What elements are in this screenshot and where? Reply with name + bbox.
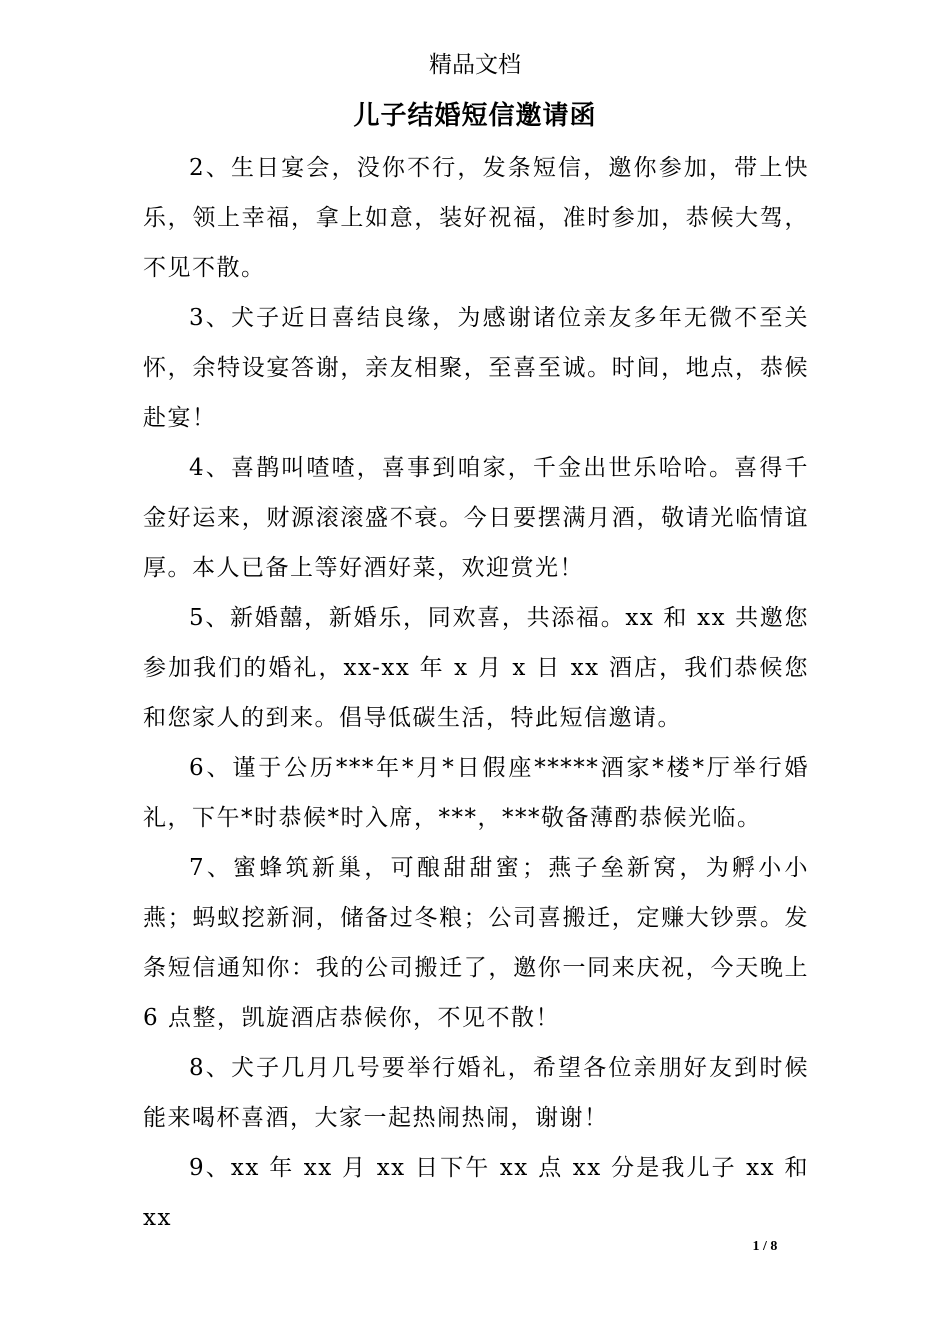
paragraph-5: 5、新婚囍，新婚乐，同欢喜，共添福。xx 和 xx 共邀您参加我们的婚礼，xx-xx 年 x 月 x 日 xx 酒店，我们恭候您和您家人的到来。倡导低碳生活，特此短信邀请。 bbox=[143, 605, 809, 731]
paragraph-6: 6、谨于公历***年*月*日假座*****酒家*楼*厅举行婚礼，下午*时恭候*时入席，***，***敬备薄酌恭候光临。 bbox=[143, 755, 809, 831]
paragraph-7: 7、蜜蜂筑新巢，可酿甜甜蜜；燕子垒新窝，为孵小小燕；蚂蚁挖新洞，储备过冬粮；公司喜搬迁，定赚大钞票。发条短信通知你：我的公司搬迁了，邀你一同来庆祝，今天晚上 6 点整，凯旋酒店恭候你，不见不散！ bbox=[143, 855, 809, 1031]
paragraph-9: 9、xx 年 xx 月 xx 日下午 xx 点 xx 分是我儿子 xx 和 xx bbox=[143, 1155, 809, 1231]
document-body bbox=[143, 143, 809, 1243]
header-label: 精品文档 bbox=[429, 52, 521, 78]
paragraph-4: 4、喜鹊叫喳喳，喜事到咱家，千金出世乐哈哈。喜得千金好运来，财源滚滚盛不衰。今日要摆满月酒，敬请光临情谊厚。本人已备上等好酒好菜，欢迎赏光！ bbox=[143, 455, 809, 581]
paragraph-2: 2、生日宴会，没你不行，发条短信，邀你参加，带上快乐，领上幸福，拿上如意，装好祝福，准时参加，恭候大驾，不见不散。 bbox=[143, 155, 809, 281]
document-title: 儿子结婚短信邀请函 bbox=[353, 101, 597, 131]
paragraph-8: 8、犬子几月几号要举行婚礼，希望各位亲朋好友到时候能来喝杯喜酒，大家一起热闹热闹，谢谢！ bbox=[143, 1055, 809, 1131]
paragraph-3: 3、犬子近日喜结良缘，为感谢诸位亲友多年无微不至关怀，余特设宴答谢，亲友相聚，至喜至诚。时间，地点，恭候赴宴！ bbox=[143, 305, 809, 431]
page-number: 1 / 8 bbox=[752, 1239, 778, 1254]
